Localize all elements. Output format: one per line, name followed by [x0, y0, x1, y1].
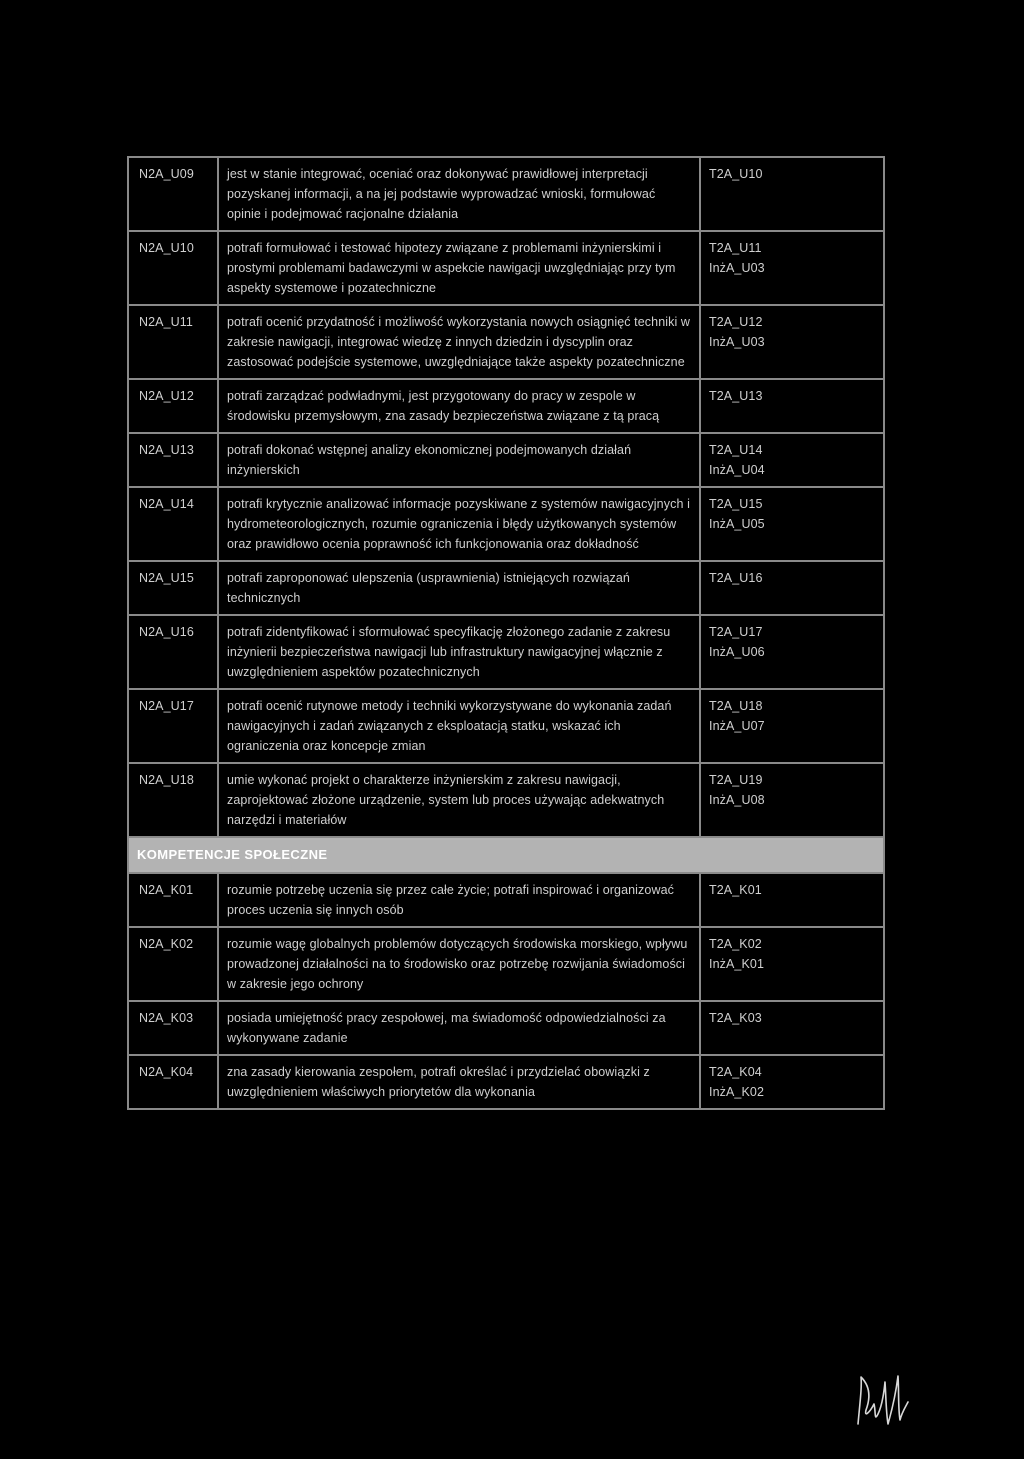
skill-reference-cell — [700, 689, 884, 763]
reference-code: T2A_K01 — [709, 883, 762, 897]
table-row — [128, 689, 884, 763]
competence-code-cell: N2A_K02 — [128, 927, 218, 1001]
reference-code: T2A_U17 — [709, 625, 763, 639]
competence-code-cell: N2A_K04 — [128, 1055, 218, 1109]
table-row — [128, 1001, 884, 1055]
table-row — [128, 873, 884, 927]
table-row — [128, 487, 884, 561]
competence-code-cell: N2A_K01 — [128, 873, 218, 927]
competence-description-cell: rozumie potrzebę uczenia się przez całe życie; potrafi inspirować i organizować proces uczenia się innych osób — [218, 873, 700, 927]
competence-reference-cell — [700, 1055, 884, 1109]
table-row — [128, 561, 884, 615]
reference-code: T2A_U11 — [709, 241, 762, 255]
reference-code: InżA_U03 — [709, 335, 765, 349]
reference-code: InżA_K01 — [709, 957, 765, 971]
skill-description-cell: potrafi formułować i testować hipotezy związane z problemami inżynierskimi i prostymi problemami badawczymi w aspekcie nawigacji uwzględniając przy tym aspekty systemowe i pozatechniczne — [218, 231, 700, 305]
skill-reference-cell — [700, 379, 884, 433]
reference-code: InżA_U04 — [709, 463, 765, 477]
skill-reference-cell — [700, 561, 884, 615]
reference-code: InżA_K02 — [709, 1085, 765, 1099]
reference-code: InżA_U03 — [709, 261, 765, 275]
reference-code: InżA_U05 — [709, 517, 765, 531]
reference-code: T2A_U14 — [709, 443, 763, 457]
skill-code-cell: N2A_U10 — [128, 231, 218, 305]
skill-reference-cell — [700, 615, 884, 689]
competence-code-cell: N2A_K03 — [128, 1001, 218, 1055]
table-row — [128, 763, 884, 837]
skill-code-cell: N2A_U14 — [128, 487, 218, 561]
reference-code: T2A_U10 — [709, 167, 763, 181]
competence-reference-cell — [700, 873, 884, 927]
learning-outcomes-table — [127, 156, 885, 1110]
table-row — [128, 615, 884, 689]
skill-reference-cell — [700, 433, 884, 487]
competence-description-cell: zna zasady kierowania zespołem, potrafi określać i przydzielać obowiązki z uwzględnieniem właściwych priorytetów dla wykonania — [218, 1055, 700, 1109]
skill-reference-cell — [700, 305, 884, 379]
table-row — [128, 157, 884, 231]
skill-code-cell: N2A_U11 — [128, 305, 218, 379]
reference-code: InżA_U08 — [709, 793, 765, 807]
reference-code: T2A_U19 — [709, 773, 763, 787]
skill-description-cell: potrafi ocenić rutynowe metody i techniki wykorzystywane do wykonania zadań nawigacyjnych i zadań związanych z eksploatacją statku, wskazać ich ograniczenia oraz koncepcje zmian — [218, 689, 700, 763]
skill-code-cell: N2A_U16 — [128, 615, 218, 689]
reference-code: T2A_U18 — [709, 699, 763, 713]
table-row — [128, 927, 884, 1001]
skill-description-cell: potrafi dokonać wstępnej analizy ekonomicznej podejmowanych działań inżynierskich — [218, 433, 700, 487]
skill-code-cell: N2A_U12 — [128, 379, 218, 433]
reference-code: T2A_U15 — [709, 497, 763, 511]
reference-code: InżA_U07 — [709, 719, 765, 733]
skill-description-cell: potrafi ocenić przydatność i możliwość wykorzystania nowych osiągnięć techniki w zakresie nawigacji, integrować wiedzę z innych dziedzin i dyscyplin oraz zastosować podejście systemowe, uwzględniające także aspekty pozatechniczne — [218, 305, 700, 379]
skill-description-cell: potrafi zaproponować ulepszenia (usprawnienia) istniejących rozwiązań technicznych — [218, 561, 700, 615]
skill-code-cell: N2A_U17 — [128, 689, 218, 763]
skill-description-cell: potrafi zidentyfikować i sformułować specyfikację złożonego zadanie z zakresu inżynierii bezpieczeństwa nawigacji lub infrastruktury nawigacyjnej włącznie z uwzględnieniem aspektów pozatechnicznych — [218, 615, 700, 689]
reference-code: T2A_U16 — [709, 571, 763, 585]
skill-description-cell: potrafi zarządzać podwładnymi, jest przygotowany do pracy w zespole w środowisku przemysłowym, zna zasady bezpieczeństwa związane z tą pracą — [218, 379, 700, 433]
section-header-row — [128, 837, 884, 873]
skill-reference-cell — [700, 763, 884, 837]
table-row — [128, 231, 884, 305]
competence-reference-cell — [700, 927, 884, 1001]
skill-description-cell: potrafi krytycznie analizować informacje pozyskiwane z systemów nawigacyjnych i hydrometeorologicznych, rozumie ograniczenia i błędy użytkowanych systemów oraz prawidłowo ocenia poprawność ich funkcjonowania oraz dokładność — [218, 487, 700, 561]
skill-description-cell: jest w stanie integrować, oceniać oraz dokonywać prawidłowej interpretacji pozyskanej informacji, a na jej podstawie wyprowadzać wnioski, formułować opinie i podejmować racjonalne działania — [218, 157, 700, 231]
skill-code-cell: N2A_U15 — [128, 561, 218, 615]
table-row — [128, 1055, 884, 1109]
competence-reference-cell — [700, 1001, 884, 1055]
reference-code: InżA_U06 — [709, 645, 765, 659]
reference-code: T2A_U12 — [709, 315, 763, 329]
table-row — [128, 379, 884, 433]
section-title: KOMPETENCJE SPOŁECZNE — [128, 837, 884, 873]
reference-code: T2A_K03 — [709, 1011, 762, 1025]
table-row — [128, 433, 884, 487]
handwritten-signature — [852, 1362, 912, 1432]
skill-reference-cell — [700, 157, 884, 231]
skill-code-cell: N2A_U18 — [128, 763, 218, 837]
reference-code: T2A_K02 — [709, 937, 762, 951]
reference-code: T2A_U13 — [709, 389, 763, 403]
skill-code-cell: N2A_U13 — [128, 433, 218, 487]
competence-description-cell: rozumie wagę globalnych problemów dotyczących środowiska morskiego, wpływu prowadzonej działalności na to środowisko oraz potrzebę rozwijania świadomości w zakresie jego ochrony — [218, 927, 700, 1001]
reference-code: T2A_K04 — [709, 1065, 762, 1079]
competence-description-cell: posiada umiejętność pracy zespołowej, ma świadomość odpowiedzialności za wykonywane zadanie — [218, 1001, 700, 1055]
skill-reference-cell — [700, 231, 884, 305]
table-row — [128, 305, 884, 379]
skill-description-cell: umie wykonać projekt o charakterze inżynierskim z zakresu nawigacji, zaprojektować złożone urządzenie, system lub proces używając adekwatnych narzędzi i materiałów — [218, 763, 700, 837]
skill-code-cell: N2A_U09 — [128, 157, 218, 231]
skill-reference-cell — [700, 487, 884, 561]
